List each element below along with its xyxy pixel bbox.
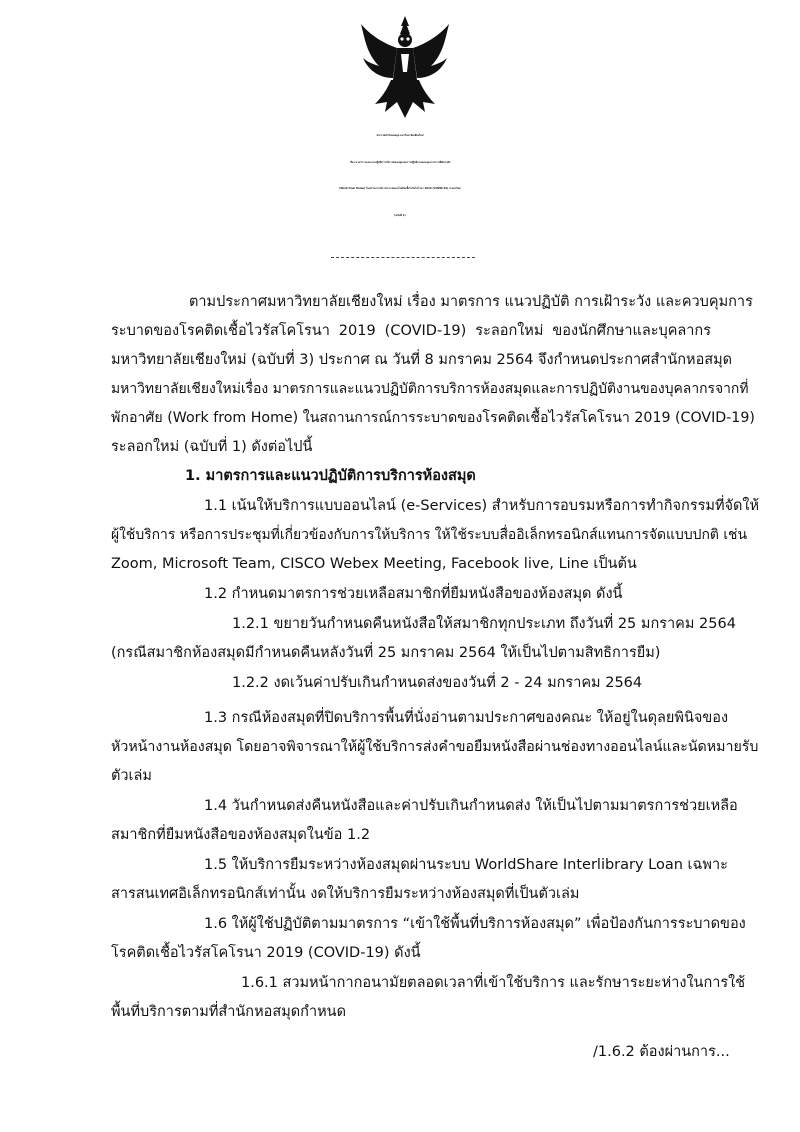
intro-line: มหาวิทยาลัยเชียงใหม่ (ฉบับที่ 3) ประกาศ ณ วันที่ 8 มกราคม 2564 จึงกำหนดประกาศสำนักหอสมุด [111,352,733,368]
item-1-3-line: 1.3 กรณีห้องสมุดที่ปิดบริการพื้นที่นั่งอ่านตามประกาศของคณะ ให้อยู่ในดุลยพินิจของ [204,710,729,726]
intro-line: พักอาศัย (Work from Home) ในสถานการณ์การระบาดของโรคติดเชื้อไวรัสโคโรนา 2019 (COVID-19) [111,410,755,426]
item-1-3-line: หัวหน้างานห้องสมุด โดยอาจพิจารณาให้ผู้ใช้บริการส่งคำขอยืมหนังสือผ่านช่องทางออนไลน์และนัดหมายรับ [111,739,759,755]
item-1-5-line: 1.5 ให้บริการยืมระหว่างห้องสมุดผ่านระบบ WorldShare Interlibrary Loan เฉพาะ [204,857,728,873]
garuda-emblem-icon [357,14,453,120]
intro-line: ระลอกใหม่ (ฉบับที่ 1) ดังต่อไปนี้ [111,439,313,455]
item-1-3-line: ตัวเล่ม [111,768,152,784]
subject-line: เรื่อง มาตรการและแนวปฏิบัติการบริการห้องสมุดและการปฏิบัติงานของบุคลากรจากที่พักอาศัย [349,161,451,164]
edition-number: (ฉบับที่ 1) [394,214,406,217]
item-1-4-line: สมาชิกที่ยืมหนังสือของห้องสมุดในข้อ 1.2 [111,827,371,843]
item-1-1-line: Zoom, Microsoft Team, CISCO Webex Meeting, Facebook live, Line เป็นต้น [111,556,637,572]
page-continuation: /1.6.2 ต้องผ่านการ... [593,1044,730,1060]
item-1-6-1-line: พื้นที่บริการตามที่สำนักหอสมุดกำหนด [111,1004,346,1020]
item-1-4-line: 1.4 วันกำหนดส่งคืนหนังสือและค่าปรับเกินกำหนดส่ง ให้เป็นไปตามมาตรการช่วยเหลือ [204,798,738,814]
intro-line: ตามประกาศมหาวิทยาลัยเชียงใหม่ เรื่อง มาตรการ แนวปฏิบัติ การเฝ้าระวัง และควบคุมการ [189,294,753,310]
item-1-6-line: 1.6 ให้ผู้ใช้ปฏิบัติตามมาตรการ “เข้าใช้พื้นที่บริการห้องสมุด” เพื่อป้องกันการระบาดของ [204,916,746,932]
item-1-2-1-line: (กรณีสมาชิกห้องสมุดมีกำหนดคืนหลังวันที่ 25 มกราคม 2564 ให้เป็นไปตามสิทธิการยืม) [111,645,661,661]
section-heading: 1. มาตรการและแนวปฏิบัติการบริการห้องสมุด [185,468,476,484]
item-1-1-line: 1.1 เน้นให้บริการแบบออนไลน์ (e-Services) สำหรับการอบรมหรือการทำกิจกรรมที่จัดให้ [204,498,760,514]
announcement-title: ประกาศสำนักหอสมุด มหาวิทยาลัยเชียงใหม่ [376,134,424,137]
item-1-1-line: ผู้ใช้บริการ หรือการประชุมที่เกี่ยวข้องกับการให้บริการ ให้ใช้ระบบสื่ออิเล็กทรอนิกส์แทนการจัดแบบปกติ เช่น [111,527,747,543]
item-1-6-1-line: 1.6.1 สวมหน้ากากอนามัยตลอดเวลาที่เข้าใช้บริการ และรักษาระยะห่างในการใช้ [241,975,746,991]
item-1-2-2: 1.2.2 งดเว้นค่าปรับเกินกำหนดส่งของวันที่ 2 - 24 มกราคม 2564 [232,675,643,691]
item-1-5-line: สารสนเทศอิเล็กทรอนิกส์เท่านั้น งดให้บริการยืมระหว่างห้องสมุดที่เป็นตัวเล่ม [111,886,580,902]
item-1-2: 1.2 กำหนดมาตรการช่วยเหลือสมาชิกที่ยืมหนังสือของห้องสมุด ดังนี้ [204,586,623,602]
item-1-6-line: โรคติดเชื้อไวรัสโคโรนา 2019 (COVID-19) ดังนี้ [111,945,421,961]
intro-line: ระบาดของโรคติดเชื้อไวรัสโคโรนา 2019 (COVID-19) ระลอกใหม่ ของนักศึกษาและบุคลากร [111,323,711,339]
intro-line: มหาวิทยาลัยเชียงใหม่เรื่อง มาตรการและแนวปฏิบัติการบริการห้องสมุดและการปฏิบัติงานของบุคลากรจากที่ [111,381,749,397]
header-divider [331,257,475,258]
item-1-2-1-line: 1.2.1 ขยายวันกำหนดคืนหนังสือให้สมาชิกทุกประเภท ถึงวันที่ 25 มกราคม 2564 [232,616,736,632]
subject-line-continued: (Work from Home) ในสถานการณ์การระบาดของโรคติดเชื้อไวรัสโคโรนา 2019 (COVID-19) ระลอกใหม่ [339,187,461,190]
